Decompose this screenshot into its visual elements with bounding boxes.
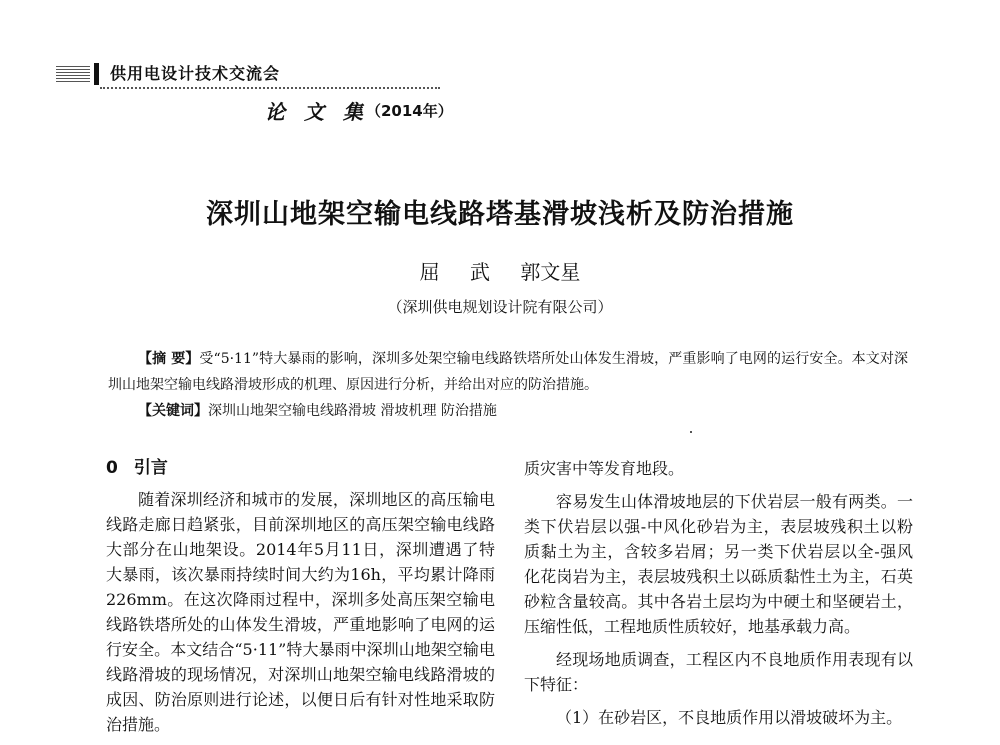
section-title: 引言 (133, 458, 168, 478)
abstract (108, 346, 908, 398)
abstract-text: 受“5·11”特大暴雨的影响，深圳多处架空输电线路铁塔所处山体发生滑坡，严重影响了电网的运行安全。本文对深圳山地架空输电线路滑坡形成的机理、原因进行分析，并给出对应的防治措施。 (108, 351, 909, 393)
journal-name: 供用电设计技术交流会 (110, 64, 281, 83)
section-heading (106, 456, 495, 481)
paragraph-survey: 经现场地质调查，工程区内不良地质作用表现有以下特征： (524, 650, 913, 694)
paper-title: 深圳山地架空输电线路塔基滑坡浅析及防治措施 (206, 199, 794, 230)
collection-name: 论 文 集 (265, 100, 369, 124)
authors: 屈 武 郭文星 (419, 260, 581, 284)
keywords-label: 【关键词】 (138, 403, 208, 419)
intro-paragraph: 随着深圳经济和城市的发展，深圳地区的高压输电线路走廊日趋紧张，目前深圳地区的高压架空输电线路大部分在山地架设。2014年5月11日，深圳遭遇了特大暴雨，该次暴雨持续时间大约为16h，平均累计降雨226mm。在这次降雨过程中，深圳多处高压架空输电线路铁塔所处的山体发生滑坡，严重地影响了电网的运行安全。本文结合“5·11”特大暴雨中深圳山地架空输电线路滑坡的现场情况，对深圳山地架空输电线路滑坡的成因、防治原则进行论述，以便日后有针对性地采取防治措施。 (106, 490, 495, 734)
collection-year: （2014年） (366, 102, 453, 120)
paragraph-continued: 质灾害中等发育地段。 (524, 459, 685, 478)
header-bar-mark (94, 63, 99, 85)
keywords-text: 深圳山地架空输电线路滑坡 滑坡机理 防治措施 (208, 403, 497, 419)
right-column (524, 456, 913, 738)
speck-decoration (690, 431, 692, 433)
section-number: 0 (106, 458, 118, 478)
paragraph-strata: 容易发生山体滑坡地层的下伏岩层一般有两类。一类下伏岩层以强-中风化砂岩为主，表层坡残积土以粉质黏土为主，含较多岩屑；另一类下伏岩层以全-强风化花岗岩为主，表层坡残积土以砾质黏性土为主，石英砂粒含量较高。其中各岩土层均为中硬土和坚硬岩土，压缩性低，工程地质性质较好，地基承载力高。 (524, 492, 913, 636)
paragraph-item-1: （1）在砂岩区，不良地质作用以滑坡破坏为主。 (556, 708, 903, 727)
abstract-label: 【摘 要】 (138, 351, 200, 367)
keywords (108, 400, 908, 420)
header-dotted-rule (100, 87, 440, 89)
affiliation: （深圳供电规划设计院有限公司） (387, 298, 613, 316)
left-column (106, 456, 495, 745)
header-stripe-decoration (56, 66, 90, 82)
